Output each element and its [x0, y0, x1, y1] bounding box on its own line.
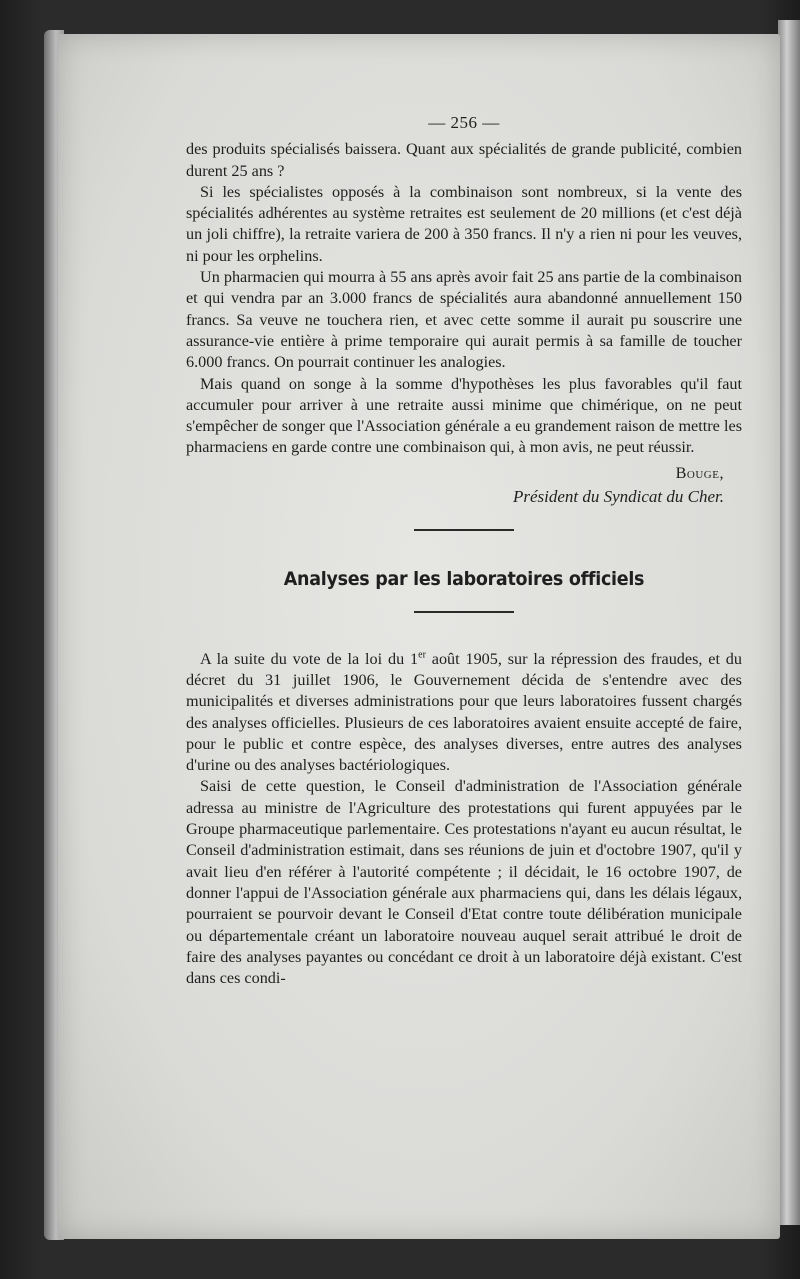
paragraph: Saisi de cette question, le Conseil d'administration de l'Association générale adressa au ministre de l'Agriculture des protestations qui furent appuyées par le Groupe pharmaceutique parlementaire. Ces protestations n'ayant eu aucun résultat, le Conseil d'administration estimait, dans ses réunions de juin et d'octobre 1907, qu'il y avait lieu d'en référer à l'autorité compétente ; il décidait, le 16 octobre 1907, de donner l'appui de l'Association générale aux pharmaciens qui, dans les délais légaux, pourraient se pourvoir devant le Conseil d'Etat contre toute délibération municipale ou départementale créant un laboratoire nouveau auquel serait attribué le droit de faire des analyses payantes ou concédant ce droit à un laboratoire déjà existant. C'est dans ces condi-	[186, 777, 742, 988]
separator-rule	[414, 611, 514, 613]
separator-rule	[414, 529, 514, 531]
paragraph	[186, 649, 742, 777]
section-heading: Analyses par les laboratoires officiels	[283, 568, 645, 591]
paragraph: Si les spécialistes opposés à la combinaison sont nombreux, si la vente des spécialités adhérentes au système retraites est seulement de 20 millions (et c'est déjà un joli chiffre), la retraite variera de 200 à 350 francs. Il n'y a rien ni pour les veuves, ni pour les orphelins.	[186, 182, 742, 265]
paragraph: Un pharmacien qui mourra à 55 ans après avoir fait 25 ans partie de la combinaison et qui vendra par an 3.000 francs de spécialités aura abandonné annuellement 150 francs. Sa veuve ne touchera rien, et avec cette somme il aurait pu souscrire une assurance-vie entière à prime temporaire qui aurait permis à sa famille de toucher 6.000 francs. On pourrait continuer les analogies.	[186, 268, 742, 372]
page-edge-right	[778, 20, 800, 1225]
signature-name: Bouge,	[675, 463, 724, 482]
page-number: — 256 —	[428, 113, 500, 132]
page-text	[186, 112, 742, 989]
paragraph-text: août 1905, sur la répression des fraudes, et du décret du 31 juillet 1906, le Gouvernement décida de s'entendre avec des municipalités et diverses administrations pour que leurs laboratoires fussent chargés des analyses officielles. Plusieurs de ces laboratoires avaient ensuite accepté de faire, pour le public et contre espèce, des analyses diverses, entre autres des analyses d'urine ou des analyses bactériologiques.	[186, 649, 742, 775]
paragraph: Mais quand on songe à la somme d'hypothèses les plus favorables qu'il faut accumuler pour arriver à une retraite aussi minime que chimérique, on ne peut s'empêcher de songer que l'Association générale a eu grandement raison de mettre les pharmaciens en garde contre une combinaison qui, à mon avis, ne peut réussir.	[186, 374, 742, 457]
signature-title: Président du Syndicat du Cher.	[512, 487, 724, 507]
superscript: er	[418, 649, 426, 661]
paragraph-text: A la suite du vote de la loi du 1	[200, 649, 419, 668]
paragraph-continuation: des produits spécialisés baissera. Quant aux spécialités de grande publicité, combien durent 25 ans ?	[186, 140, 742, 180]
